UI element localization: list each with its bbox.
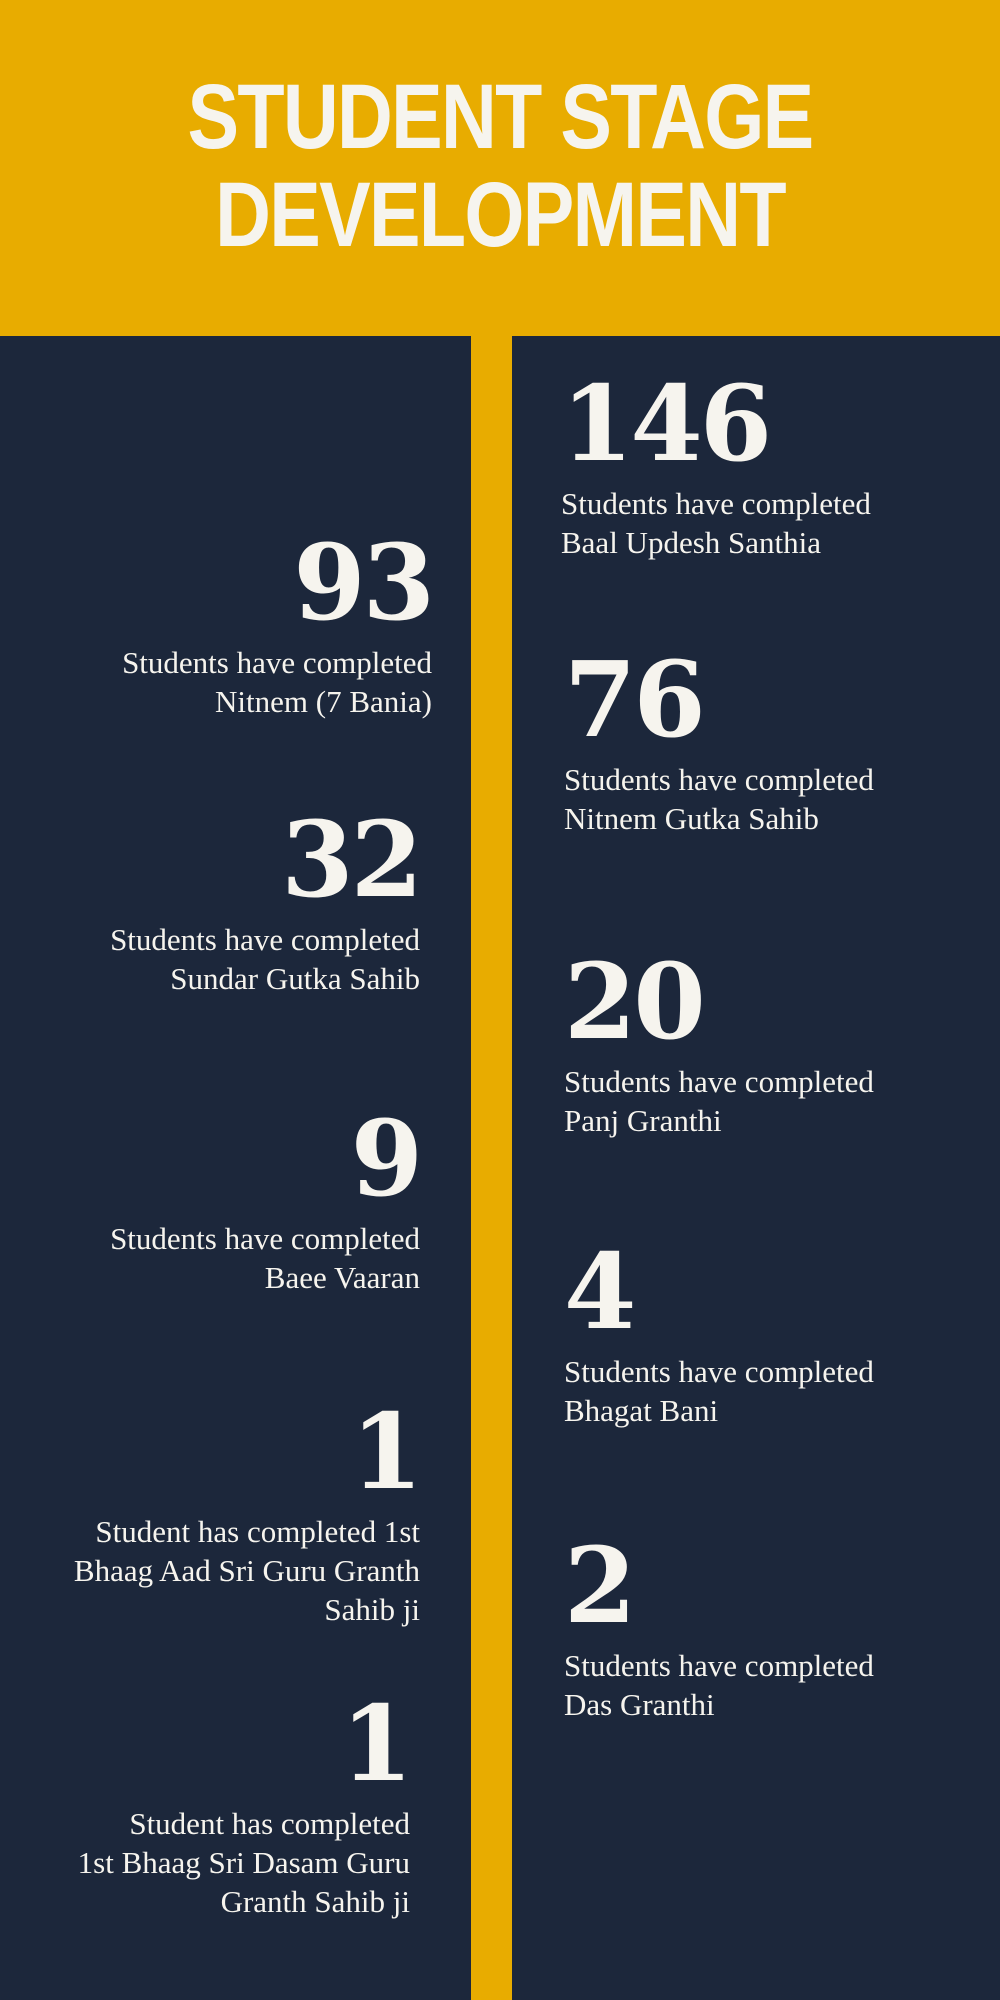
- stat-number: 1: [350, 1390, 420, 1513]
- stat-number: 4: [564, 1230, 634, 1353]
- center-divider: [471, 336, 512, 2000]
- header-banner: [0, 0, 1000, 336]
- stat-panj-granthi: [564, 940, 984, 1140]
- title-line-1: STUDENT STAGE: [187, 66, 813, 168]
- stat-number: 2: [564, 1524, 634, 1647]
- stat-number: 146: [561, 362, 770, 485]
- stat-baal-updesh-santhia: [561, 362, 981, 562]
- stat-das-granthi: [564, 1524, 984, 1724]
- stat-description: Students have completed Panj Granthi: [564, 1064, 874, 1138]
- stat-aad-sri-guru-granth: [0, 1390, 420, 1629]
- stat-description: Students have completed Baee Vaaran: [110, 1221, 420, 1295]
- stat-description: Students have completed Das Granthi: [564, 1648, 874, 1722]
- stat-description: Students have completed Baal Updesh Santhia: [561, 486, 871, 560]
- stat-sri-dasam-guru-granth: [0, 1682, 410, 1921]
- stat-description: Students have completed Nitnem (7 Bania): [122, 645, 432, 719]
- stat-description: Students have completed Sundar Gutka Sahib: [110, 922, 420, 996]
- stat-description: Students have completed Bhagat Bani: [564, 1354, 874, 1428]
- right-panel: [512, 336, 1000, 2000]
- stat-sundar-gutka-sahib: [0, 798, 420, 998]
- stat-baee-vaaran: [0, 1097, 420, 1297]
- title-line-2: DEVELOPMENT: [215, 164, 785, 266]
- stat-number: 20: [564, 940, 703, 1063]
- stat-number: 9: [350, 1097, 420, 1220]
- stat-nitnem-gutka-sahib: [564, 638, 984, 838]
- stat-number: 76: [564, 638, 703, 761]
- stat-description: Students have completed Nitnem Gutka Sahib: [564, 762, 874, 836]
- stat-number: 32: [281, 798, 420, 921]
- stat-bhagat-bani: [564, 1230, 984, 1430]
- stat-nitnem-7-bania: [0, 521, 432, 721]
- stat-number: 1: [340, 1682, 410, 1805]
- stat-description: Student has completed 1st Bhaag Aad Sri Guru Granth Sahib ji: [73, 1514, 420, 1627]
- stat-description: Student has completed 1st Bhaag Sri Dasam Guru Granth Sahib ji: [77, 1806, 410, 1919]
- page-title: [80, 68, 920, 264]
- stat-number: 93: [293, 521, 432, 644]
